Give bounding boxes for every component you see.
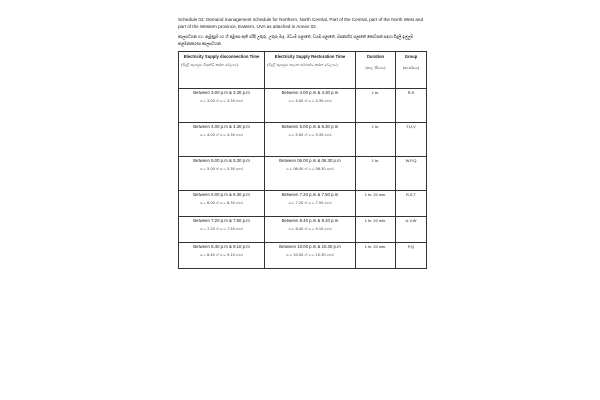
table-row xyxy=(179,191,427,217)
duration-cell: 1 hr. 20 min. xyxy=(356,191,396,217)
header-group-label-sinhala: (කාණ්ඩය) xyxy=(402,66,420,70)
group-cell: R,S,T xyxy=(396,191,427,217)
disconnection-cell xyxy=(179,89,265,123)
header-duration xyxy=(356,52,396,89)
document-page xyxy=(178,16,430,269)
group-cell: P,Q xyxy=(396,243,427,269)
header-restoration-time xyxy=(265,52,356,89)
header-disconnection-label: Electricity Supply disconnection Time xyxy=(183,54,260,60)
disconnection-cell xyxy=(179,123,265,157)
header-group-label: Group xyxy=(404,54,418,60)
group-cell: R,S xyxy=(396,89,427,123)
restoration-time-sinhala: ප.ව 4.00 ත් ප.ව 4.30 අතර xyxy=(288,99,332,103)
table-row xyxy=(179,217,427,243)
disconnection-time: Between 6.00 p.m & 6.30 p.m xyxy=(193,192,250,198)
restoration-time: Between 8.40 p.m & 9.10 p.m xyxy=(281,218,339,224)
disconnection-time-sinhala: ප.ව 5.00 ත් ප.ව 5.30 අතර xyxy=(199,167,244,171)
duration-cell: 1 hr. xyxy=(356,89,396,123)
restoration-cell xyxy=(265,243,356,269)
table-header-row xyxy=(179,52,427,89)
disconnection-time: Between 8.40 p.m & 9.10 p.m xyxy=(193,244,250,250)
schedule-table xyxy=(178,51,427,269)
restoration-cell xyxy=(265,157,356,191)
header-disconnection-time xyxy=(179,52,265,89)
disconnection-time-sinhala: ප.ව 3.00 ත් ප.ව 3.30 අතර xyxy=(199,99,244,103)
table-row xyxy=(179,243,427,269)
group-cell: T,U,V xyxy=(396,123,427,157)
restoration-time-sinhala: ප.ව 06.00 ත් ප.ව 06.30 අතර xyxy=(286,167,334,171)
restoration-cell xyxy=(265,191,356,217)
duration-cell: 1 hr. 20 min. xyxy=(356,243,396,269)
restoration-time: Between 5.00 p.m & 5.30 p.m xyxy=(281,124,339,130)
restoration-time-sinhala: ප.ව 7.20 ත් ප.ව 7.50 අතර xyxy=(288,201,332,205)
restoration-time-sinhala: ප.ව 10.00 ත් ප.ව 10.30 අතර xyxy=(286,253,334,257)
restoration-time-sinhala: ප.ව 8.40 ත් ප.ව 9.10 අතර xyxy=(288,227,332,231)
disconnection-time: Between 3.00 p.m & 3.30 p.m xyxy=(193,90,250,96)
restoration-time-sinhala: ප.ව 5.00 ත් ප.ව 5.30 අතර xyxy=(288,133,332,137)
duration-cell: 1 hr. xyxy=(356,157,396,191)
group-cell: U,V,W xyxy=(396,217,427,243)
disconnection-time-sinhala: ප.ව 7.20 ත් ප.ව 7.50 අතර xyxy=(199,227,244,231)
header-group xyxy=(396,52,427,89)
restoration-time: Between 10.00 p.m & 10.30 p.m xyxy=(279,244,341,250)
restoration-time: Between 7.20 p.m & 7.50 p.m xyxy=(281,192,339,198)
disconnection-time-sinhala: ප.ව 6.00 ත් ප.ව 6.30 අතර xyxy=(199,201,244,205)
restoration-cell xyxy=(265,123,356,157)
group-cell: W,P,Q xyxy=(396,157,427,191)
disconnection-time: Between 5.00 p.m & 5.30 p.m xyxy=(193,158,250,164)
restoration-cell xyxy=(265,89,356,123)
schedule-heading-sinhala: කාලසටහන 02: ඇමුණුම 02 හි අමුණා ඇති පරිදි උතුරු, උතුරු මැද, මධ්‍යම පළාතේ, වයඹ පළාතේ, බස්නාහිර පළාතේ කොටසක් සඳහා විදුලි ඉල්ලුම් කළමනාකරණ කාලසටහන. xyxy=(178,34,414,47)
disconnection-cell xyxy=(179,157,265,191)
table-row xyxy=(179,123,427,157)
restoration-time: Between 06.00 p.m & 06.30 p.m xyxy=(279,158,341,164)
disconnection-time: Between 4.00 p.m & 4.30 p.m xyxy=(193,124,250,130)
table-row xyxy=(179,157,427,191)
restoration-cell xyxy=(265,217,356,243)
disconnection-time: Between 7.20 p.m & 7.50 p.m xyxy=(193,218,250,224)
table-row xyxy=(179,89,427,123)
disconnection-cell xyxy=(179,217,265,243)
header-restoration-label-sinhala: (විදුලි සැපයුම නැවත සම්බන්ධ කරන වේලාව) xyxy=(267,63,338,67)
disconnection-cell xyxy=(179,243,265,269)
disconnection-time-sinhala: ප.ව 4.00 ත් ප.ව 4.30 අතර xyxy=(199,133,244,137)
disconnection-time-sinhala: ප.ව 8.40 ත් ප.ව 9.10 අතර xyxy=(199,253,244,257)
schedule-heading: Schedule 02: Demand management schedule for Northern, North Central, Part of the Central, part of the North West and part of the Western province, Eastern, UVA as attached in Annex 02. xyxy=(178,17,424,30)
header-duration-label-sinhala: (කාල සීමාව) xyxy=(365,66,386,70)
restoration-time: Between 4.00 p.m & 4.30 p.m xyxy=(281,90,339,96)
duration-cell: 1 hr. xyxy=(356,123,396,157)
disconnection-cell xyxy=(179,191,265,217)
duration-cell: 1 hr. 20 min. xyxy=(356,217,396,243)
header-duration-label: Duration xyxy=(366,54,385,60)
header-restoration-label: Electricity Supply Restoration Time xyxy=(274,54,346,60)
header-disconnection-label-sinhala: (විදුලි සැපයුම විසන්ධි කරන වේලාව) xyxy=(181,63,239,67)
